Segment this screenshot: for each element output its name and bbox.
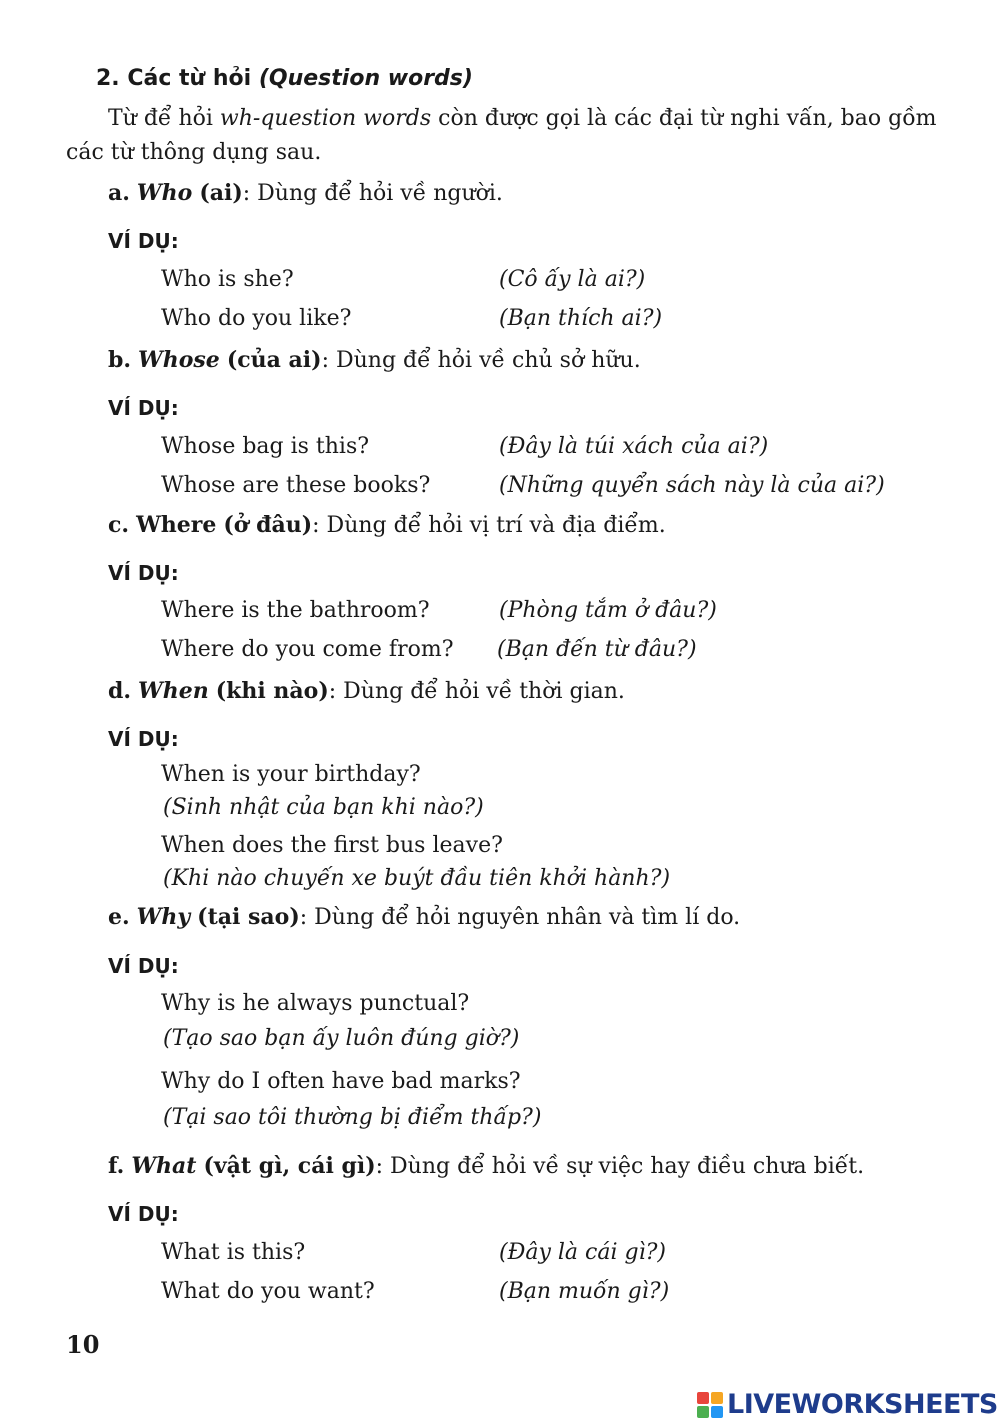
example-label: VÍ DỤ: [108,396,179,420]
section-where: c. Where (ở đâu): Dùng để hỏi vị trí và địa điểm. [108,512,666,538]
example-label: VÍ DỤ: [108,727,179,751]
heading-italic: (Question words) [258,66,473,91]
logo-text: LIVEWORKSHEETS [727,1389,998,1420]
example-translation: (Bạn thích ai?) [499,306,663,331]
example-english: When is your birthday? [161,762,421,787]
page-number: 10 [66,1330,100,1359]
example-english: Why do I often have bad marks? [161,1069,521,1094]
heading-text: 2. Các từ hỏi [96,66,259,91]
example-translation: (Những quyển sách này là của ai?) [499,473,885,498]
example-english: Who do you like? [161,306,352,331]
example-english: What is this? [161,1240,306,1265]
example-label: VÍ DỤ: [108,1202,179,1226]
section-what: f. What (vật gì, cái gì): Dùng để hỏi về sự việc hay điều chưa biết. [108,1153,865,1179]
example-translation: (Đây là cái gì?) [499,1240,666,1265]
section-heading [96,66,473,91]
example-english: When does the first bus leave? [161,833,503,858]
example-label: VÍ DỤ: [108,561,179,585]
example-translation: (Khi nào chuyến xe buýt đầu tiên khởi hành?) [163,866,671,891]
section-who: a. Who (ai): Dùng để hỏi về người. [108,180,503,206]
example-label: VÍ DỤ: [108,229,179,253]
section-whose: b. Whose (của ai): Dùng để hỏi về chủ sở hữu. [108,347,641,373]
example-translation: (Phòng tắm ở đâu?) [499,598,717,623]
example-english: Whose are these books? [161,473,431,498]
example-translation: (Bạn đến từ đâu?) [497,637,697,662]
example-english: Where do you come from? [161,637,454,662]
example-translation: (Tại sao tôi thường bị điểm thấp?) [163,1105,542,1130]
example-translation: (Đây là túi xách của ai?) [499,434,769,459]
example-english: Whose bag is this? [161,434,370,459]
example-translation: (Sinh nhật của bạn khi nào?) [163,795,484,820]
example-english: What do you want? [161,1279,375,1304]
logo-icon [697,1392,723,1418]
example-label: VÍ DỤ: [108,954,179,978]
section-when: d. When (khi nào): Dùng để hỏi về thời gian. [108,678,625,704]
example-translation: (Tạo sao bạn ấy luôn đúng giờ?) [163,1026,520,1051]
example-translation: (Cô ấy là ai?) [499,267,646,292]
example-english: Where is the bathroom? [161,598,430,623]
example-english: Who is she? [161,267,294,292]
example-translation: (Bạn muốn gì?) [499,1279,670,1304]
liveworksheets-logo [697,1389,998,1420]
intro-line-2: các từ thông dụng sau. [66,140,322,165]
section-why: e. Why (tại sao): Dùng để hỏi nguyên nhân và tìm lí do. [108,904,741,930]
intro-line-1: Từ để hỏi wh-question words còn được gọi là các đại từ nghi vấn, bao gồm [108,106,937,131]
example-english: Why is he always punctual? [161,991,470,1016]
